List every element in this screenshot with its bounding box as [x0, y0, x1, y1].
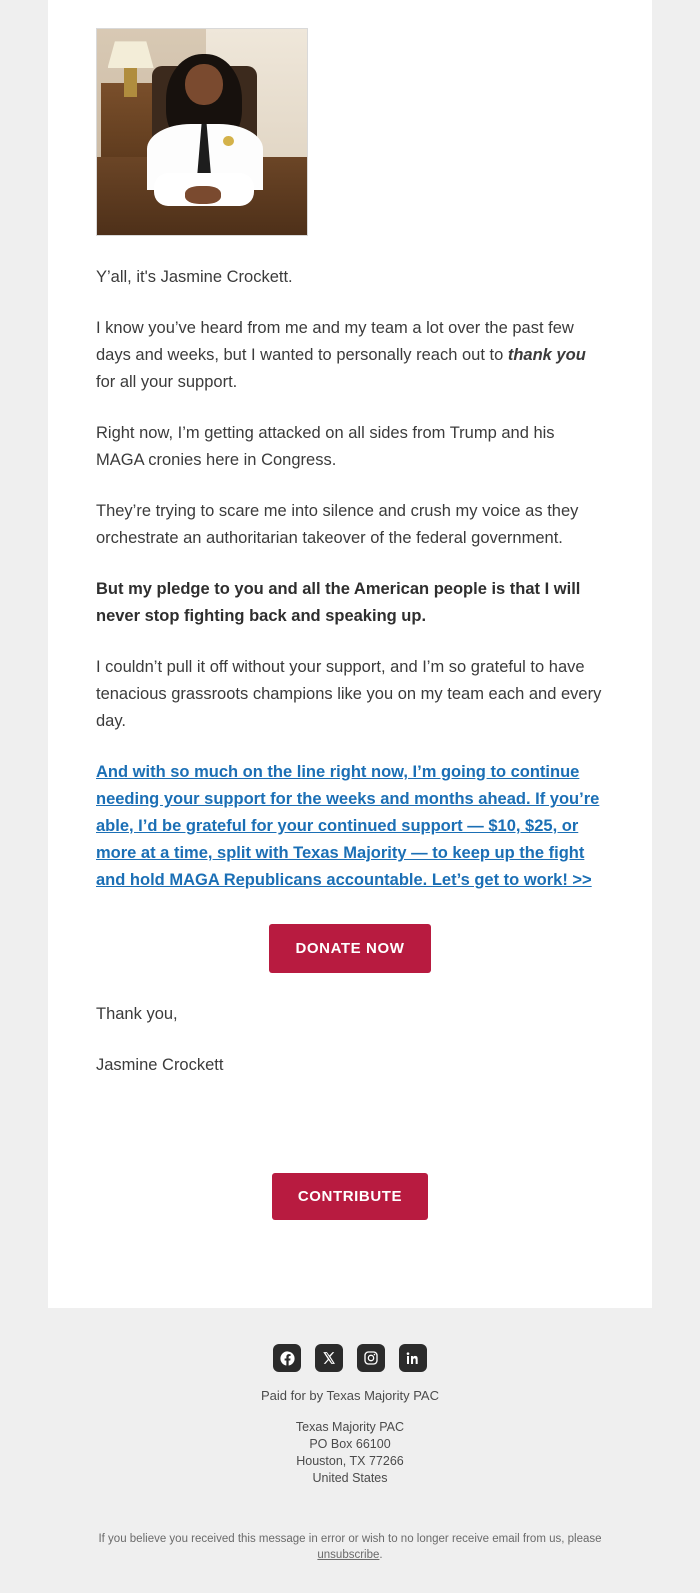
address-line-1: Texas Majority PAC: [295, 1420, 405, 1434]
portrait-face: [185, 64, 223, 105]
x-twitter-icon[interactable]: [315, 1344, 343, 1372]
unsubscribe-link[interactable]: unsubscribe: [317, 1549, 380, 1561]
disclaimer-text-a: If you believe you received this message in error or wish to no longer receive email from us, please: [98, 1533, 602, 1545]
linkedin-icon[interactable]: [399, 1344, 427, 1372]
paragraph-2: Right now, I’m getting attacked on all sides from Trump and his MAGA cronies here in Congress.: [96, 424, 555, 469]
donate-button-row: [96, 924, 604, 973]
signature-name: Jasmine Crockett: [96, 1056, 224, 1074]
portrait-lamp-base: [124, 68, 137, 97]
donate-now-button[interactable]: DONATE NOW: [269, 924, 430, 973]
paragraph-1-part-a: I know you’ve heard from me and my team a lot over the past few days and weeks, but I wanted to personally reach out to: [96, 319, 574, 364]
unsubscribe-disclaimer: [80, 1531, 620, 1563]
instagram-icon[interactable]: [357, 1344, 385, 1372]
email-footer: [0, 1308, 700, 1593]
paragraph-3: They’re trying to scare me into silence and crush my voice as they orchestrate an authoritarian takeover of the federal government.: [96, 502, 579, 547]
address-line-4: United States: [312, 1471, 388, 1485]
contribute-button[interactable]: CONTRIBUTE: [272, 1173, 428, 1220]
paid-for-disclosure: Paid for by Texas Majority PAC: [261, 1388, 439, 1403]
email-body: [48, 0, 652, 1308]
contribute-button-row: [96, 1103, 604, 1220]
paragraph-1-emphasis: thank you: [507, 346, 586, 364]
portrait-lapel-pin: [223, 136, 234, 146]
greeting-text: Y’all, it's Jasmine Crockett.: [96, 268, 293, 286]
signoff-text: Thank you,: [96, 1005, 178, 1023]
mailing-address: [60, 1419, 640, 1487]
paragraph-1-part-b: for all your support.: [96, 373, 238, 391]
social-links-row: [60, 1344, 640, 1372]
portrait-lamp-shade: [108, 41, 154, 68]
sender-portrait-image: [96, 28, 308, 236]
address-line-3: Houston, TX 77266: [296, 1454, 404, 1468]
disclaimer-text-b: .: [379, 1549, 383, 1561]
address-line-2: PO Box 66100: [309, 1437, 391, 1451]
facebook-icon[interactable]: [273, 1344, 301, 1372]
paragraph-5: I couldn’t pull it off without your support, and I’m so grateful to have tenacious grassroots champions like you on my team each and every day.: [96, 658, 602, 730]
paragraph-1: [96, 315, 604, 396]
donation-ask-link[interactable]: And with so much on the line right now, I’m going to continue needing your support for the weeks and months ahead. If you’re able, I’d be grateful for your continued support — $10, $25, or more at a time, split with Texas Majority — to keep up the fight and hold MAGA Republicans accountable. Let’s get to work! >>: [96, 763, 600, 889]
portrait-hands: [185, 186, 221, 205]
paragraph-4-pledge: But my pledge to you and all the American people is that I will never stop fighting back and speaking up.: [96, 580, 581, 625]
